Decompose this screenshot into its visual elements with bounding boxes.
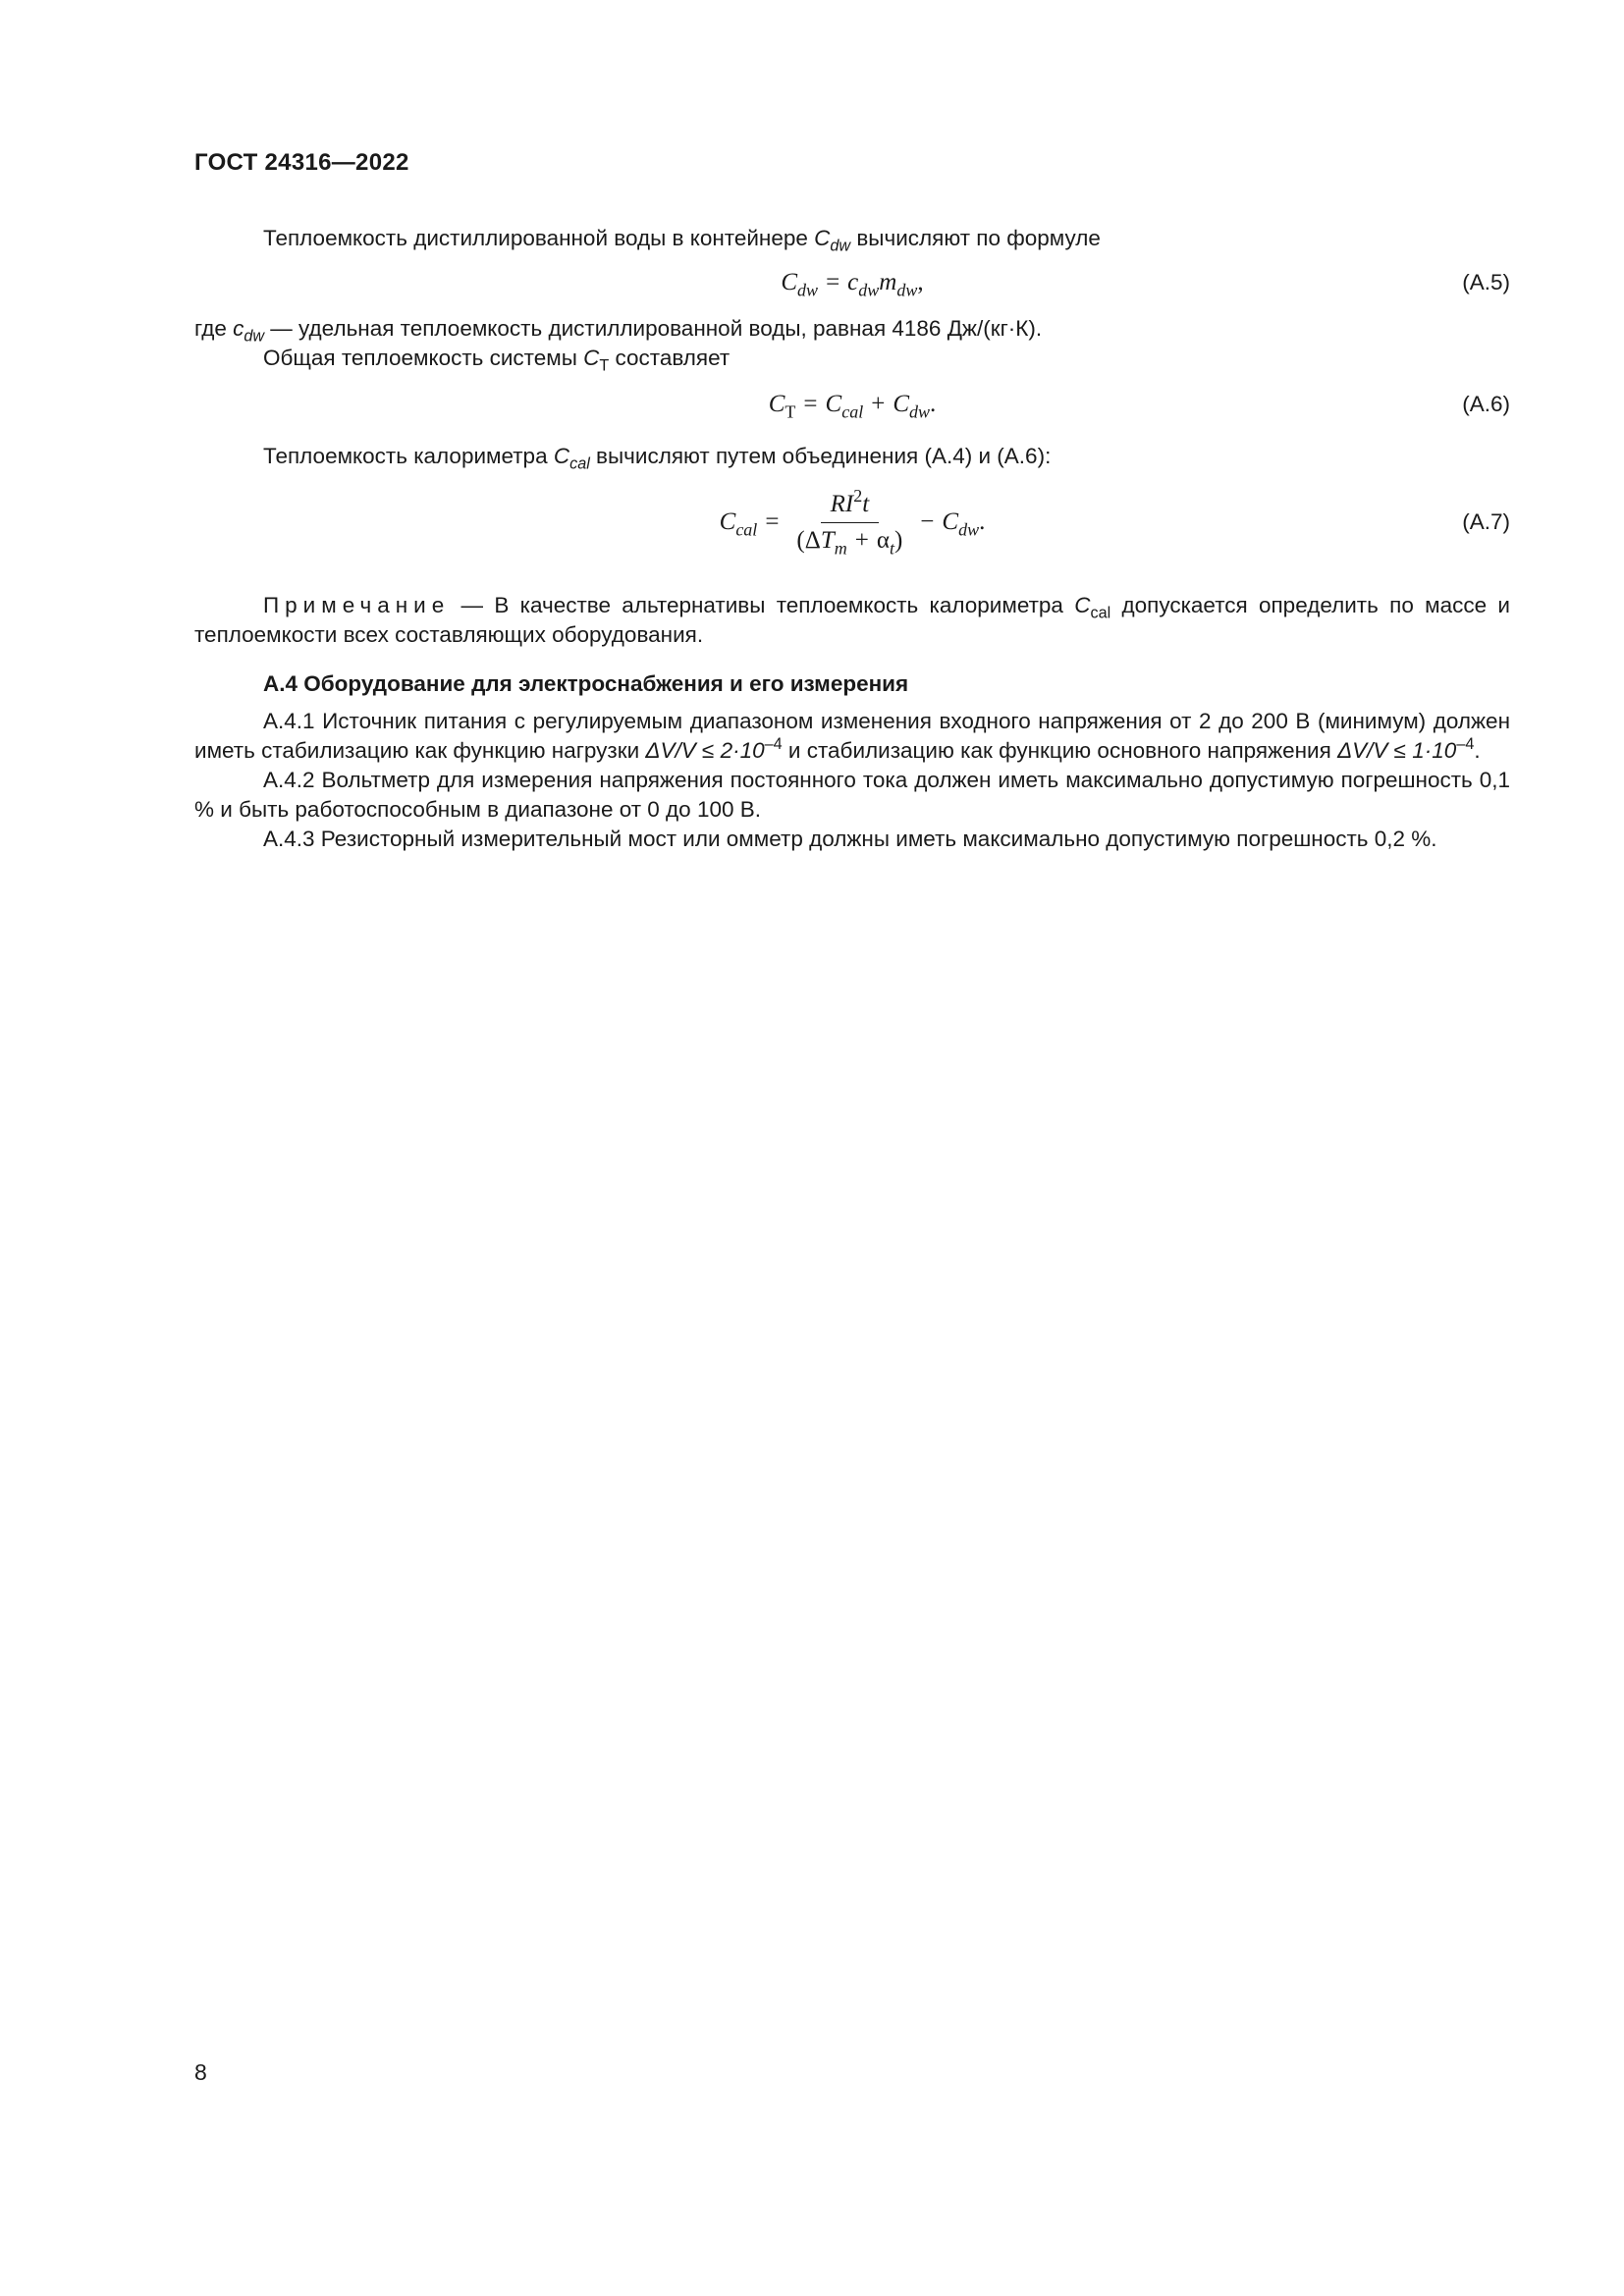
- where-line: где $c_{dw}$ — удельная теплоемкость дистиллированной воды, равная 4186 Дж/(кг·К).: [194, 316, 1043, 346]
- formula-a7-expression: $C_{cal}$ = $\frac{RI^2t}{(\Delta T_m + \alpha_t)}$ − $C_{dw}$.: [719, 485, 986, 558]
- formula-a7-number: (А.7): [1462, 509, 1510, 534]
- formula-a7-fraction: $\frac{RI^2t}{(\Delta T_m + \alpha_t)}$: [796, 485, 903, 558]
- formula-a6: [194, 377, 1510, 432]
- para1-text: Теплоемкость дистиллированной воды в контейнере: [263, 226, 815, 250]
- paragraph-calorimeter-capacity: Теплоемкость калориметра $C_{cal}$ вычисляют путем объединения (А.4) и (А.6):: [263, 444, 1052, 473]
- formula-a6-expression: $C_T = C_{cal} + C_{dw}$.: [768, 391, 937, 422]
- item-a4-2: А.4.2 Вольтметр для измерения напряжения постоянного тока должен иметь максимально допустимую погрешность 0,1 % и быть работоспособным в диапазоне от 0 до 100 В.: [194, 768, 1510, 822]
- formula-a5: [194, 257, 1510, 308]
- para1-symbol: $C_{dw}$: [814, 226, 851, 255]
- para1-tail: вычисляют по формуле: [850, 226, 1101, 250]
- page-content: [194, 224, 1510, 854]
- section-title-a4: А.4 Оборудование для электроснабжения и его измерения: [263, 671, 909, 696]
- document-code-header: ГОСТ 24316—2022: [194, 149, 409, 176]
- item-a4-3: А.4.3 Резисторный измерительный мост или омметр должны иметь максимально допустимую погрешность 0,2 %.: [263, 827, 1437, 851]
- formula-a5-number: (А.5): [1462, 270, 1510, 294]
- page-number: 8: [194, 2059, 207, 2085]
- formula-a7: [194, 473, 1510, 571]
- note-label: Примечание: [263, 593, 451, 617]
- note-paragraph: Примечание — В качестве альтернативы теплоемкость калориметра $C_{cal}$ допускается определить по массе и теплоемкости всех составляющих оборудования.: [194, 593, 1510, 647]
- item-a4-1: А.4.1 Источник питания с регулируемым диапазоном изменения входного напряжения от 2 до 200 В (минимум) должен иметь стабилизацию как функцию нагрузки $\Delta V/V \le 2\cdot 10^{-4}$ и стабилизацию как функцию основного напряжения $\Delta V/V \le 1\cdot 10^{-4}$.: [194, 709, 1510, 763]
- paragraph-total-heat-capacity: Общая теплоемкость системы $C_T$ составляет: [263, 346, 731, 375]
- formula-a5-expression: $C_{dw} = c_{dw}m_{dw}$,: [781, 269, 924, 300]
- paragraph-heat-capacity-water: [194, 224, 1510, 253]
- formula-a6-number: (А.6): [1462, 392, 1510, 416]
